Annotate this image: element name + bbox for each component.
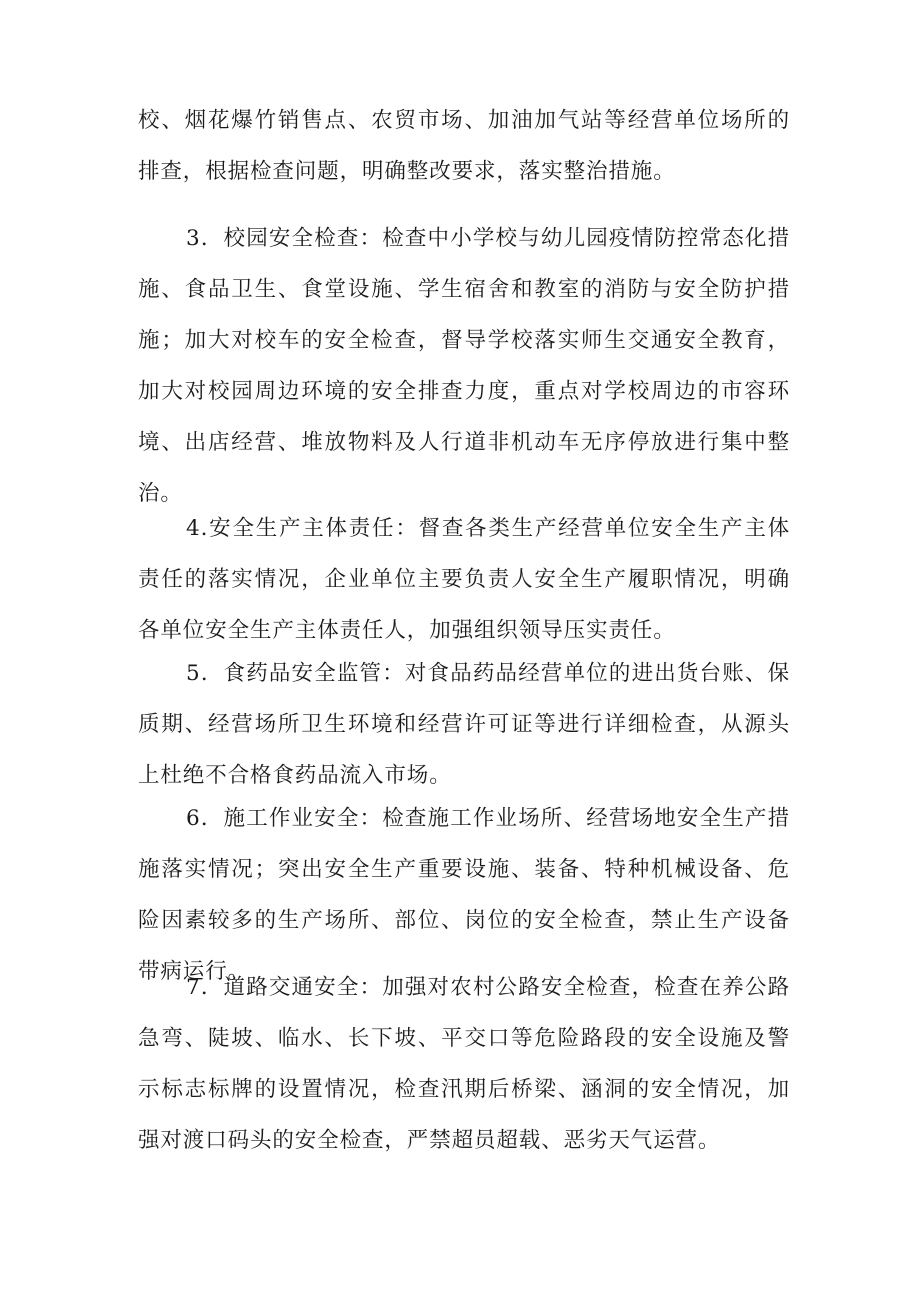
text-line: 4.安全生产主体责任：督查各类生产经营单位安全生产主体 bbox=[186, 516, 790, 541]
paragraph-production-responsibility bbox=[138, 503, 790, 656]
text-line: 质期、经营场所卫生环境和经营许可证等进行详细检查，从源头 bbox=[138, 712, 790, 737]
paragraph-food-drug-safety bbox=[138, 648, 790, 801]
text-line: 带病运行。 bbox=[138, 959, 251, 984]
text-line: 治。 bbox=[138, 481, 183, 506]
text-line: 校、烟花爆竹销售点、农贸市场、加油加气站等经营单位场所的 bbox=[138, 108, 790, 133]
text-line: 施；加大对校车的安全检查，督导学校落实师生交通安全教育， bbox=[138, 328, 790, 353]
text-line: 6．施工作业安全：检查施工作业场所、经营场地安全生产措 bbox=[186, 806, 790, 831]
text-line: 施落实情况；突出安全生产重要设施、装备、特种机械设备、危 bbox=[138, 857, 790, 882]
paragraph-campus-safety bbox=[138, 213, 790, 519]
text-line: 7．道路交通安全：加强对农村公路安全检查，检查在养公路 bbox=[186, 975, 790, 1000]
text-line: 强对渡口码头的安全检查，严禁超员超载、恶劣天气运营。 bbox=[138, 1128, 721, 1153]
text-line: 急弯、陡坡、临水、长下坡、平交口等危险路段的安全设施及警 bbox=[138, 1026, 790, 1051]
text-line: 排查，根据检查问题，明确整改要求，落实整治措施。 bbox=[138, 159, 676, 184]
text-line: 3．校园安全检查：检查中小学校与幼儿园疫情防控常态化措 bbox=[186, 226, 790, 251]
text-line: 各单位安全生产主体责任人，加强组织领导压实责任。 bbox=[138, 618, 676, 643]
text-line: 5．食药品安全监管：对食品药品经营单位的进出货台账、保 bbox=[186, 661, 790, 686]
text-line: 加大对校园周边环境的安全排查力度，重点对学校周边的市容环 bbox=[138, 379, 790, 404]
text-line: 境、出店经营、堆放物料及人行道非机动车无序停放进行集中整 bbox=[138, 430, 790, 455]
text-line: 责任的落实情况，企业单位主要负责人安全生产履职情况，明确 bbox=[138, 567, 790, 592]
paragraph-road-traffic-safety bbox=[138, 962, 790, 1166]
text-line: 上杜绝不合格食药品流入市场。 bbox=[138, 763, 452, 788]
text-line: 示标志标牌的设置情况，检查汛期后桥梁、涵洞的安全情况，加 bbox=[138, 1077, 790, 1102]
text-line: 施、食品卫生、食堂设施、学生宿舍和教室的消防与安全防护措 bbox=[138, 277, 790, 302]
text-line: 险因素较多的生产场所、部位、岗位的安全检查，禁止生产设备 bbox=[138, 908, 790, 933]
paragraph-continuation bbox=[138, 95, 790, 197]
